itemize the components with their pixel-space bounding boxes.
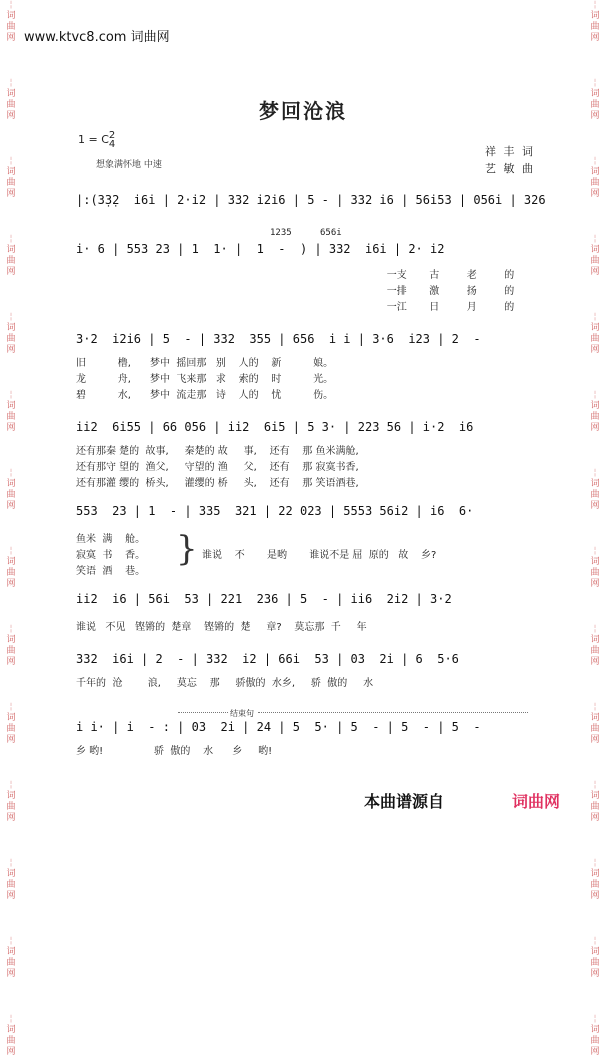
watermark-dash: ¦	[9, 156, 13, 166]
watermark-mark	[590, 702, 599, 746]
lyric-syllable: 的	[504, 302, 515, 313]
watermark-mark	[590, 546, 599, 590]
watermark-char: 网	[6, 1047, 16, 1057]
watermark-char: 网	[6, 813, 16, 823]
watermark-char: 网	[6, 111, 16, 121]
ending-rule-right	[258, 712, 528, 713]
lyric-syllable: 一江	[386, 302, 407, 313]
lyric-refrain: 谁说 不 是哟 谁说不是 屈 原的 故 乡?	[202, 550, 437, 561]
watermark-dash: ¦	[9, 78, 13, 88]
key-label: 1 = C	[78, 133, 109, 146]
watermark-char: 词	[6, 713, 16, 723]
watermark-char: 曲	[6, 568, 16, 578]
lyric-line: 乡 哟! 骄 傲的 水 乡 哟!	[76, 746, 273, 757]
watermark-char: 网	[590, 969, 600, 979]
watermark-dash: ¦	[593, 468, 597, 478]
lyric-syllable: 的	[504, 270, 515, 281]
watermark-dash: ¦	[9, 312, 13, 322]
watermark-dash: ¦	[593, 702, 597, 712]
watermark-char: 曲	[590, 646, 600, 656]
watermark-char: 曲	[590, 880, 600, 890]
watermark-dash: ¦	[9, 858, 13, 868]
watermark-mark	[6, 468, 15, 512]
lyric-verse-2: 还有那守 望的 渔父, 守望的 渔 父, 还有 那 寂寞书香,	[76, 462, 359, 473]
watermark-char: 曲	[590, 490, 600, 500]
watermark-dash: ¦	[593, 624, 597, 634]
watermark-char: 曲	[6, 412, 16, 422]
watermark-char: 词	[6, 89, 16, 99]
watermark-char: 曲	[590, 100, 600, 110]
lyric-verse-3	[378, 298, 528, 313]
watermark-dash: ¦	[9, 546, 13, 556]
notation-line: i· 6 | 553 23 | 1 1· | 1 - ) | 332 i6i | 2· i2	[76, 242, 445, 256]
watermark-char: 网	[6, 969, 16, 979]
watermark-mark	[6, 0, 15, 44]
watermark-dash: ¦	[593, 234, 597, 244]
watermark-mark	[6, 858, 15, 902]
watermark-left	[2, 0, 20, 1057]
watermark-dash: ¦	[593, 546, 597, 556]
watermark-dash: ¦	[9, 390, 13, 400]
lyric-syllable: 扬	[466, 286, 477, 297]
lyric-verse-3: 碧 水, 梦中 流走那 诗 人的 忧 伤。	[76, 390, 334, 401]
watermark-char: 词	[6, 1025, 16, 1035]
watermark-char: 词	[590, 869, 600, 879]
lyric-line: 千年的 沧 浪, 莫忘 那 骄傲的 水乡, 骄 傲的 水	[76, 678, 374, 689]
time-signature-top: 2	[108, 130, 116, 141]
watermark-char: 词	[590, 947, 600, 957]
lyric-syllable: 古	[429, 270, 440, 281]
lyric-verse-1: 还有那秦 楚的 故事, 秦楚的 故 事, 还有 那 鱼米满舱,	[76, 446, 359, 457]
lyric-syllable: 日	[429, 302, 440, 313]
watermark-dash: ¦	[593, 390, 597, 400]
watermark-char: 曲	[6, 1036, 16, 1046]
watermark-char: 网	[6, 33, 16, 43]
watermark-char: 网	[590, 423, 600, 433]
watermark-char: 网	[590, 111, 600, 121]
lyric-verse-1	[378, 266, 528, 281]
watermark-char: 词	[590, 791, 600, 801]
watermark-mark	[590, 234, 599, 278]
watermark-char: 词	[590, 401, 600, 411]
watermark-mark	[6, 702, 15, 746]
watermark-mark	[6, 234, 15, 278]
tempo-marking: 想象满怀地 中速	[96, 160, 162, 170]
watermark-mark	[590, 936, 599, 980]
notation-line: 3·2 i2i6 | 5 - | 332 355 | 656 i i | 3·6 i23 | 2 -	[76, 332, 481, 346]
watermark-char: 网	[6, 735, 16, 745]
lyric-verse-2	[378, 282, 528, 297]
watermark-char: 词	[6, 791, 16, 801]
watermark-char: 曲	[6, 880, 16, 890]
notation-line: ii2 6i55 | 66 056 | ii2 6i5 | 5 3· | 223 56 | i·2 i6	[76, 420, 474, 434]
watermark-char: 网	[590, 735, 600, 745]
watermark-mark	[590, 390, 599, 434]
lyric-verse-3: 还有那灌 缨的 桥头, 灌缨的 桥 头, 还有 那 笑语酒巷,	[76, 478, 359, 489]
footer-source-label: 本曲谱源自	[364, 792, 445, 811]
watermark-char: 词	[590, 89, 600, 99]
watermark-char: 网	[590, 189, 600, 199]
watermark-mark	[590, 156, 599, 200]
watermark-dash: ¦	[9, 234, 13, 244]
watermark-char: 网	[590, 891, 600, 901]
watermark-mark	[6, 156, 15, 200]
notation-line: i i· | i - : | 03 2i | 24 | 5 5· | 5 - | 5 - | 5 -	[76, 720, 481, 734]
watermark-dash: ¦	[593, 0, 597, 10]
watermark-char: 词	[6, 869, 16, 879]
watermark-char: 曲	[6, 100, 16, 110]
watermark-dash: ¦	[9, 702, 13, 712]
lyric-syllable: 月	[466, 302, 477, 313]
watermark-char: 网	[590, 345, 600, 355]
composer-credit: 艺 敏 曲	[485, 162, 535, 175]
watermark-char: 网	[590, 1047, 600, 1057]
watermark-char: 词	[590, 167, 600, 177]
watermark-mark	[590, 0, 599, 44]
watermark-char: 网	[6, 501, 16, 511]
watermark-char: 词	[590, 323, 600, 333]
watermark-mark	[6, 936, 15, 980]
lyric-syllable: 的	[504, 286, 515, 297]
watermark-dash: ¦	[9, 0, 13, 10]
watermark-char: 词	[590, 245, 600, 255]
watermark-char: 曲	[6, 334, 16, 344]
site-url[interactable]: www.ktvc8.com 词曲网	[24, 30, 170, 45]
verse-brace: }	[176, 529, 198, 569]
lyric-verse-3: 笑语 酒 巷。	[76, 566, 146, 577]
watermark-char: 词	[590, 635, 600, 645]
watermark-dash: ¦	[593, 936, 597, 946]
lyric-verse-1: 旧 橹, 梦中 摇回那 别 人的 新 娘。	[76, 358, 334, 369]
watermark-char: 曲	[590, 412, 600, 422]
watermark-char: 词	[6, 557, 16, 567]
watermark-char: 词	[6, 947, 16, 957]
watermark-char: 曲	[590, 178, 600, 188]
watermark-char: 曲	[590, 802, 600, 812]
watermark-char: 词	[6, 245, 16, 255]
watermark-dash: ¦	[593, 780, 597, 790]
watermark-mark	[6, 780, 15, 824]
watermark-dash: ¦	[593, 312, 597, 322]
watermark-mark	[6, 624, 15, 668]
watermark-mark	[6, 312, 15, 356]
watermark-char: 曲	[6, 256, 16, 266]
watermark-char: 网	[590, 33, 600, 43]
watermark-char: 网	[590, 267, 600, 277]
watermark-char: 词	[590, 557, 600, 567]
watermark-mark	[590, 624, 599, 668]
watermark-char: 曲	[6, 490, 16, 500]
watermark-char: 网	[590, 657, 600, 667]
watermark-dash: ¦	[593, 156, 597, 166]
notation-line: 553 23 | 1 - | 335 321 | 22 023 | 5553 56i2 | i6 6·	[76, 504, 474, 518]
watermark-mark	[6, 546, 15, 590]
watermark-dash: ¦	[593, 78, 597, 88]
watermark-char: 曲	[590, 1036, 600, 1046]
lyric-syllable: 一排	[386, 286, 407, 297]
lyric-verse-2: 龙 舟, 梦中 飞来那 求 索的 时 光。	[76, 374, 334, 385]
lyric-line: 谁说 不见 铿锵的 楚章 铿锵的 楚 章? 莫忘那 千 年	[76, 622, 367, 633]
key-signature	[78, 131, 115, 149]
watermark-dash: ¦	[9, 468, 13, 478]
watermark-char: 网	[6, 579, 16, 589]
watermark-dash: ¦	[593, 1014, 597, 1024]
watermark-mark	[590, 780, 599, 824]
watermark-char: 网	[6, 423, 16, 433]
watermark-mark	[590, 312, 599, 356]
watermark-dash: ¦	[9, 780, 13, 790]
lyric-syllable: 老	[466, 270, 477, 281]
watermark-char: 词	[590, 1025, 600, 1035]
lyric-verse-2: 寂寞 书 香。	[76, 550, 146, 561]
lyric-verse-1: 鱼米 满 舱。	[76, 534, 146, 545]
time-signature	[109, 131, 115, 149]
watermark-char: 曲	[6, 802, 16, 812]
watermark-char: 曲	[590, 22, 600, 32]
watermark-char: 曲	[590, 256, 600, 266]
watermark-char: 网	[6, 345, 16, 355]
watermark-char: 词	[590, 479, 600, 489]
watermark-char: 曲	[6, 178, 16, 188]
watermark-char: 曲	[590, 334, 600, 344]
lyric-syllable: 激	[429, 286, 440, 297]
notation-line: 332 i6i | 2 - | 332 i2 | 66i 53 | 03 2i | 6 5·6	[76, 652, 459, 666]
watermark-char: 词	[6, 11, 16, 21]
watermark-mark	[590, 468, 599, 512]
footer-brand-link[interactable]: 词曲网	[512, 792, 561, 811]
watermark-char: 网	[6, 267, 16, 277]
watermark-char: 词	[6, 323, 16, 333]
notation-line: ii2 i6 | 56i 53 | 221 236 | 5 - | ii6 2i2 | 3·2	[76, 592, 452, 606]
watermark-char: 曲	[6, 646, 16, 656]
watermark-char: 曲	[6, 958, 16, 968]
ending-label: 结束句	[230, 709, 254, 718]
watermark-char: 曲	[590, 724, 600, 734]
watermark-char: 网	[590, 501, 600, 511]
watermark-char: 词	[6, 635, 16, 645]
grace-notes-b: 656i	[320, 228, 342, 238]
watermark-char: 词	[590, 713, 600, 723]
notation-line: |:(3̣3̣2 i6i | 2·i2 | 332 i2i6 | 5 - | 332 i6 | 56i53 | 056i | 326	[76, 193, 546, 207]
watermark-dash: ¦	[9, 936, 13, 946]
watermark-char: 网	[590, 813, 600, 823]
watermark-char: 词	[590, 11, 600, 21]
watermark-char: 词	[6, 401, 16, 411]
watermark-char: 曲	[590, 568, 600, 578]
watermark-dash: ¦	[593, 858, 597, 868]
watermark-char: 曲	[6, 724, 16, 734]
watermark-char: 网	[6, 657, 16, 667]
lyric-syllable: 一支	[386, 270, 407, 281]
time-signature-bottom: 4	[108, 139, 116, 150]
watermark-mark	[590, 858, 599, 902]
ending-rule-left	[178, 712, 228, 713]
watermark-char: 词	[6, 479, 16, 489]
watermark-char: 曲	[6, 22, 16, 32]
lyricist-credit: 祥 丰 词	[485, 145, 535, 158]
watermark-mark	[6, 390, 15, 434]
watermark-char: 网	[590, 579, 600, 589]
watermark-mark	[6, 1014, 15, 1058]
watermark-dash: ¦	[9, 624, 13, 634]
song-title: 梦回沧浪	[259, 99, 347, 123]
watermark-right	[586, 0, 604, 1057]
grace-notes-a: 1235	[270, 228, 292, 238]
watermark-char: 曲	[590, 958, 600, 968]
watermark-dash: ¦	[9, 1014, 13, 1024]
watermark-char: 词	[6, 167, 16, 177]
watermark-char: 网	[6, 891, 16, 901]
watermark-mark	[590, 1014, 599, 1058]
watermark-char: 网	[6, 189, 16, 199]
